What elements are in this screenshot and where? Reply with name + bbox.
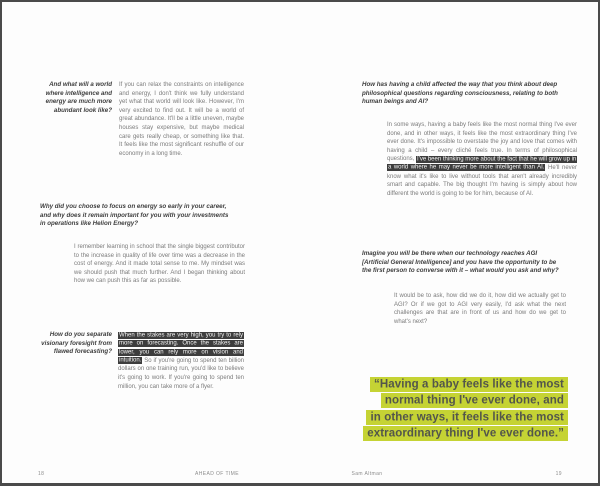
interview-question: How do you separate visionary foresight from flawed forecasting? [41, 331, 112, 355]
interview-question: How has having a child affected the way that you think about deep philosophical questions regarding consciousness, relating to both human beings and AI? [362, 81, 558, 105]
interview-question: Why did you choose to focus on energy so early in your career, and why does it remain important for you with your investments in operations like Helion Energy? [40, 203, 229, 227]
interview-question: Imagine you will be there when our technology reaches AGI [Artificial General Intelligence] and you have the opportunity to be the first person to converse with it – what would you ask and why? [362, 250, 559, 274]
answer-text: He'll never know what it's like to live without tools that aren't already incredibly smart and capable. The big thought I'm having is simply about how different the world is going to be for him, because of AI. [387, 164, 577, 197]
footer-page-number: 19 [555, 471, 562, 477]
footer-book-title: AHEAD OF TIME [194, 471, 239, 477]
interview-answer: I remember learning in school that the single biggest contributor to the increase in quality of life over time was a decrease in the cost of energy. And it made total sense to me. My mindset was we should push that much further. And I began thinking about how we can push this as far as possible. [74, 244, 245, 285]
interview-answer [118, 331, 244, 391]
answer-highlight: I've been thinking more about the fact that he will grow up in a world where he may never be more intelligent than AI. [388, 156, 577, 171]
interview-answer [387, 121, 577, 198]
answer-highlight: When the stakes are very high, you try to rely more on forecasting. Once the stakes are lower, you can rely more on vision and intuition. [119, 332, 243, 364]
interview-answer: It would be to ask, how did we do it, how did we actually get to AGI? Or if we got to AGI very easily, I'd ask what the next challenges are that are in front of us and how do we get to what's next? [394, 293, 566, 325]
footer-page-number: 18 [38, 471, 45, 477]
pull-quote [322, 376, 568, 442]
pull-quote-line: “Having a baby feels like the most [370, 377, 568, 392]
interview-question: And what will a world where intelligence and energy are much more abundant look like? [45, 81, 112, 114]
pull-quote-line: in other ways, it feels like the most [366, 410, 568, 425]
answer-text: So if you're going to spend ten billion dollars on one training run, you'd like to believe it's going to work. If you're going to spend ten million, you can take more of a flyer. [118, 357, 244, 390]
pull-quote-line: extraordinary thing I've ever done.” [363, 426, 568, 441]
footer-chapter-title: Sam Altman [351, 471, 383, 477]
answer-text: In some ways, having a baby feels like the most normal thing I've ever done, and in other ways, it feels like the most extraordinary thing I've ever done. It's impossible to overstate the joy and love that comes with having a child – every cliché feels true. In terms of philosophical questions, [387, 122, 577, 163]
interview-answer: If you can relax the constraints on intelligence and energy, I don't think we fully understand yet what that world will look like. However, I'm very excited to find out. It will be a world of great abundance. It'll be a little uneven, maybe houses stay expensive, but maybe medical care gets really cheap, or something like that. It feels like the most significant reshuffle of our economy in a long time. [119, 82, 244, 157]
pull-quote-line: normal thing I've ever done, and [381, 393, 568, 408]
